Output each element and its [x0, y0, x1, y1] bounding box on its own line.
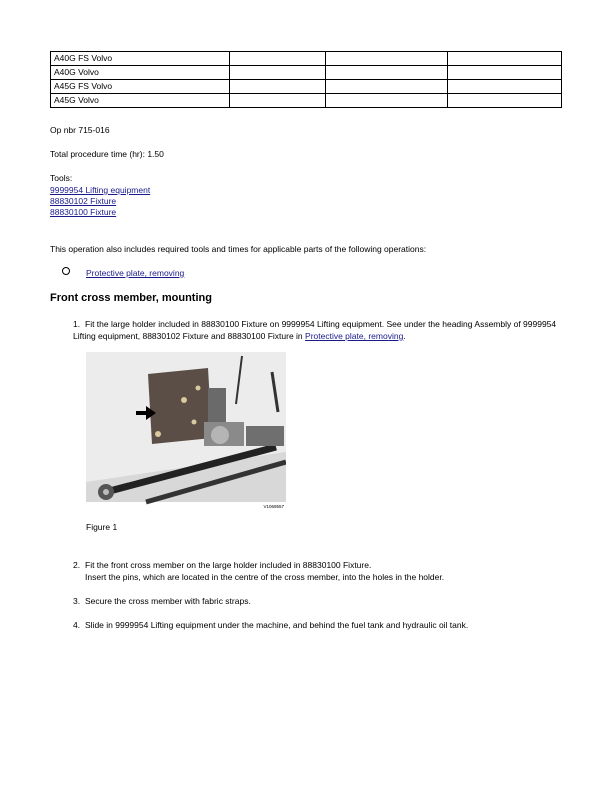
step-1-link-protective-plate[interactable]: Protective plate, removing	[305, 331, 404, 341]
step-3-text: Secure the cross member with fabric straps.	[85, 596, 251, 606]
table-cell	[448, 66, 562, 80]
table-cell	[230, 94, 326, 108]
table-cell: A45G FS Volvo	[51, 80, 230, 94]
table-cell	[448, 52, 562, 66]
table-cell	[326, 94, 448, 108]
tool-link-fixture-88830102[interactable]: 88830102 Fixture	[50, 196, 117, 206]
table-cell: A40G FS Volvo	[51, 52, 230, 66]
step-2-text-continued: Insert the pins, which are located in the centre of the cross member, into the holes in the holder.	[85, 572, 445, 582]
table-cell: A45G Volvo	[51, 94, 230, 108]
table-cell	[448, 94, 562, 108]
figure-image	[86, 352, 286, 510]
table-cell	[448, 80, 562, 94]
tools-label: Tools:	[50, 173, 73, 183]
step-1-text: Fit the large holder included in 88830100 Fixture on 9999954 Lifting equipment. See under the heading Assembly of 9999954 Lifting equipment, 88830102 Fixture and 88830100 Fixture in	[73, 319, 557, 341]
figure-code: V1069557	[263, 504, 284, 509]
tool-link-lifting-equipment[interactable]: 9999954 Lifting equipment	[50, 185, 151, 195]
step-3: 3. Secure the cross member with fabric straps.	[73, 596, 251, 606]
op-number: Op nbr 715-016	[50, 125, 110, 135]
includes-text: This operation also includes required tools and times for applicable parts of the following operations:	[50, 244, 427, 254]
step-2-text: Fit the front cross member on the large holder included in 88830100 Fixture.	[85, 560, 372, 570]
step-2: 2. Fit the front cross member on the large holder included in 88830100 Fixture.	[73, 560, 372, 570]
table-cell	[230, 52, 326, 66]
tool-link-fixture-88830100[interactable]: 88830100 Fixture	[50, 207, 117, 217]
table-row	[51, 52, 562, 66]
step-1: 1. Fit the large holder included in 88830100 Fixture on 9999954 Lifting equipment. See under the heading Assembly of 9999954 Lifting equipment, 88830102 Fixture and 88830100 Fixture in Protective plate, removing.	[73, 319, 557, 341]
bullet-icon	[62, 267, 70, 275]
model-table	[50, 51, 562, 108]
table-row	[51, 94, 562, 108]
step-4-text: Slide in 9999954 Lifting equipment under the machine, and behind the fuel tank and hydraulic oil tank.	[85, 620, 469, 630]
table-cell	[326, 66, 448, 80]
step-4: 4. Slide in 9999954 Lifting equipment under the machine, and behind the fuel tank and hydraulic oil tank.	[73, 620, 469, 630]
total-time: Total procedure time (hr): 1.50	[50, 149, 164, 159]
table-cell	[326, 52, 448, 66]
tools-list	[50, 185, 150, 217]
table-row	[51, 66, 562, 80]
include-link-protective-plate[interactable]: Protective plate, removing	[86, 268, 185, 278]
table-row	[51, 80, 562, 94]
figure-caption: Figure 1	[86, 522, 118, 532]
table-cell	[326, 80, 448, 94]
table-cell: A40G Volvo	[51, 66, 230, 80]
table-cell	[230, 80, 326, 94]
table-cell	[230, 66, 326, 80]
lifting-equipment-photo	[86, 352, 286, 510]
section-heading: Front cross member, mounting	[50, 292, 212, 304]
